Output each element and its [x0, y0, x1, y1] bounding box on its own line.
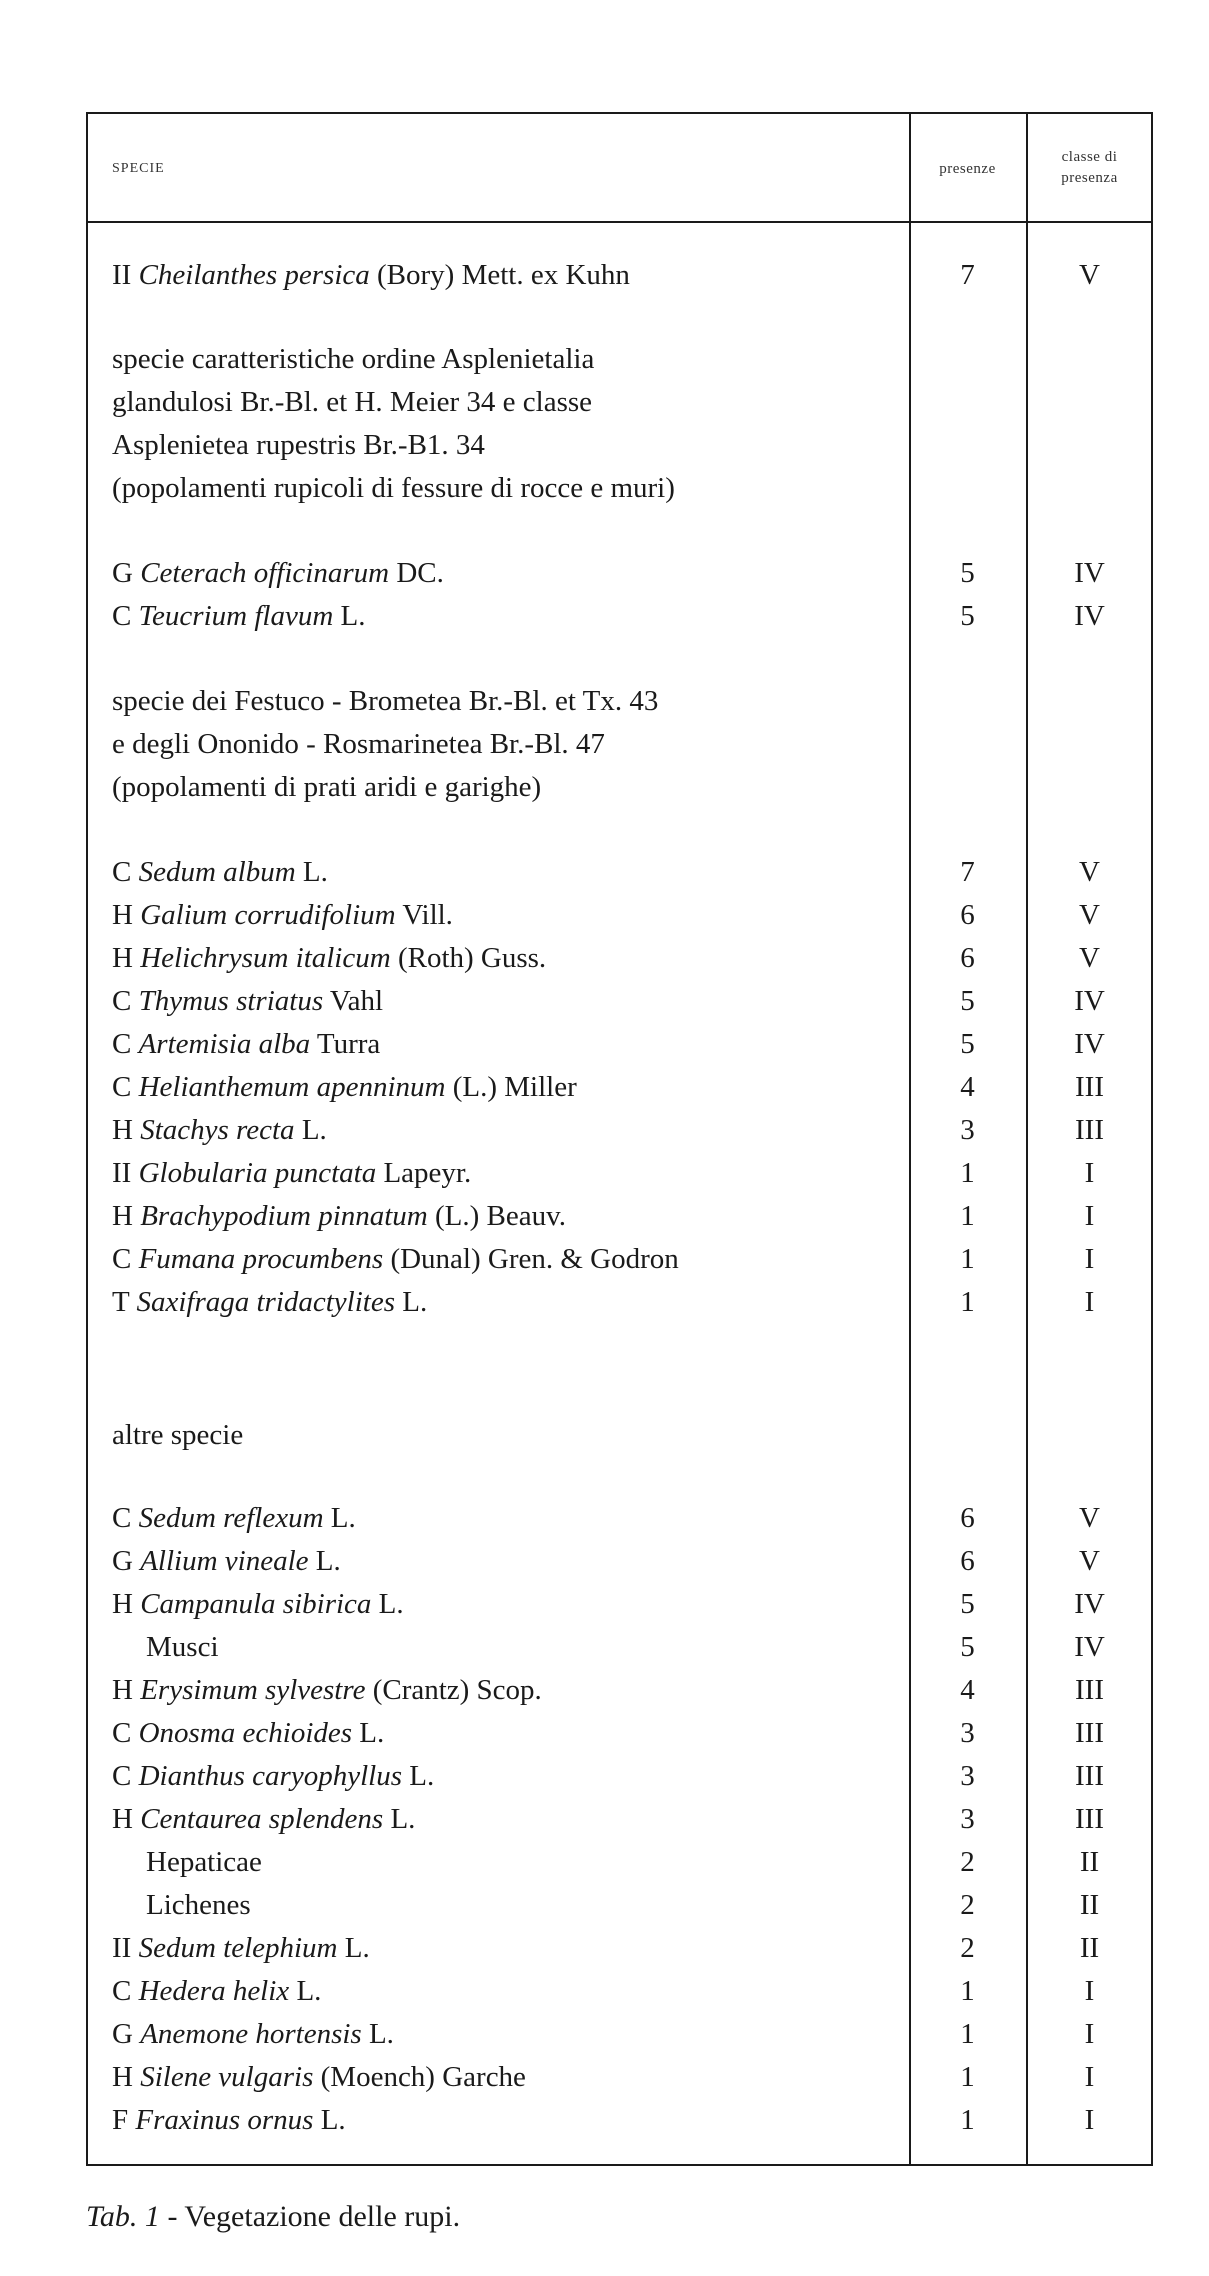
- species-author: (L.) Beauv.: [435, 1200, 566, 1232]
- table-row: [88, 1023, 1151, 1066]
- presenze-value: 2: [960, 1889, 975, 1921]
- species-author: Musci: [146, 1631, 219, 1663]
- table-row: [88, 937, 1151, 980]
- species-author: (Moench) Garche: [320, 2061, 526, 2093]
- classe-value: II: [1079, 1932, 1100, 1964]
- species-author: L.: [301, 1114, 327, 1146]
- species-binomial: Fraxinus ornus: [135, 2104, 314, 2136]
- presenze-value: 4: [960, 1071, 975, 1103]
- presenze-value: 3: [960, 1717, 975, 1749]
- species-name: [112, 1755, 434, 1798]
- life-form: H: [112, 1674, 141, 1706]
- species-author: (L.) Miller: [452, 1071, 577, 1103]
- classe-value: III: [1075, 1760, 1104, 1792]
- life-form: H: [112, 1803, 141, 1835]
- presenze-value: 6: [960, 1545, 975, 1577]
- table-row: [88, 1195, 1151, 1238]
- species-author: (Dunal) Gren. & Godron: [390, 1243, 679, 1275]
- table-row: [88, 1755, 1151, 1798]
- table-caption: [86, 2200, 460, 2234]
- presenze-value: 3: [960, 1760, 975, 1792]
- table-row: [88, 254, 1151, 297]
- classe-value: V: [1079, 1545, 1100, 1577]
- classe-value: V: [1079, 942, 1100, 974]
- life-form: H: [112, 899, 141, 931]
- species-name: [112, 552, 444, 595]
- life-form: G: [112, 2018, 141, 2050]
- presenze-value: 5: [960, 1631, 975, 1663]
- group-heading-line: glandulosi Br.-Bl. et H. Meier 34 e classe: [112, 386, 593, 418]
- species-author: L.: [315, 1545, 341, 1577]
- species-author: L.: [302, 856, 328, 888]
- table-row: [88, 552, 1151, 595]
- species-binomial: Brachypodium pinnatum: [140, 1200, 428, 1232]
- presenze-value: 5: [960, 985, 975, 1017]
- species-author: Turra: [316, 1028, 381, 1060]
- species-author: L.: [296, 1975, 322, 2007]
- species-name: [112, 980, 383, 1023]
- presenze-value: 6: [960, 1502, 975, 1534]
- table-row: [88, 894, 1151, 937]
- species-name: [112, 1970, 321, 2013]
- classe-value: III: [1075, 1803, 1104, 1835]
- species-author: L.: [378, 1588, 404, 1620]
- classe-value: I: [1084, 1243, 1095, 1275]
- classe-value: III: [1075, 1071, 1104, 1103]
- classe-value: IV: [1074, 1028, 1105, 1060]
- species-author: Lapeyr.: [383, 1157, 472, 1189]
- species-name: [112, 254, 630, 297]
- species-binomial: Helichrysum italicum: [140, 942, 391, 974]
- table-row: [88, 1927, 1151, 1970]
- presenze-value: 3: [960, 1114, 975, 1146]
- life-form: C: [112, 1502, 139, 1534]
- classe-value: III: [1075, 1114, 1104, 1146]
- table-row: [88, 1626, 1151, 1669]
- species-author: L.: [320, 2104, 346, 2136]
- classe-value: V: [1079, 856, 1100, 888]
- vegetation-table: [86, 112, 1153, 2166]
- table-row: [88, 595, 1151, 638]
- species-binomial: Cheilanthes persica: [138, 259, 370, 291]
- table-row: [88, 1281, 1151, 1324]
- life-form: C: [112, 1243, 139, 1275]
- species-name: [112, 1023, 380, 1066]
- presenze-value: 5: [960, 1028, 975, 1060]
- species-binomial: Campanula sibirica: [140, 1588, 372, 1620]
- table-row: [88, 1540, 1151, 1583]
- life-form: C: [112, 856, 139, 888]
- life-form: G: [112, 1545, 141, 1577]
- species-author: (Bory) Mett. ex Kuhn: [377, 259, 630, 291]
- species-author: L.: [390, 1803, 416, 1835]
- table-row: [88, 2099, 1151, 2142]
- life-form: H: [112, 942, 141, 974]
- species-name: [112, 1712, 384, 1755]
- table-row: [88, 1497, 1151, 1540]
- species-binomial: Centaurea splendens: [140, 1803, 384, 1835]
- presenze-value: 1: [960, 2018, 975, 2050]
- life-form: C: [112, 985, 139, 1017]
- life-form: C: [112, 1717, 139, 1749]
- presenze-value: 1: [960, 1157, 975, 1189]
- species-author: Vill.: [402, 899, 453, 931]
- table-row: [88, 980, 1151, 1023]
- species-name: [112, 894, 453, 937]
- classe-value: IV: [1074, 557, 1105, 589]
- species-name: [112, 2013, 394, 2056]
- classe-value: III: [1075, 1717, 1104, 1749]
- group-heading-line: (popolamenti rupicoli di fessure di rocce e muri): [112, 472, 675, 504]
- species-name: [112, 1195, 566, 1238]
- classe-value: V: [1079, 259, 1100, 291]
- life-form: T: [112, 1286, 137, 1318]
- species-binomial: Allium vineale: [140, 1545, 309, 1577]
- species-binomial: Hedera helix: [138, 1975, 290, 2007]
- group-heading-line: (popolamenti di prati aridi e garighe): [112, 771, 542, 803]
- species-name: [112, 1281, 427, 1324]
- table-row: [88, 1583, 1151, 1626]
- species-binomial: Globularia punctata: [138, 1157, 377, 1189]
- species-binomial: Onosma echioides: [138, 1717, 353, 1749]
- species-name: [112, 1109, 327, 1152]
- classe-value: I: [1084, 1286, 1095, 1318]
- life-form: H: [112, 1114, 141, 1146]
- species-binomial: Fumana procumbens: [138, 1243, 384, 1275]
- species-group-heading: [112, 338, 675, 510]
- species-name: [112, 1152, 471, 1195]
- species-author: DC.: [396, 557, 444, 589]
- header-presenze: presenze: [939, 161, 996, 177]
- species-binomial: Helianthemum apenninum: [138, 1071, 446, 1103]
- classe-value: V: [1079, 899, 1100, 931]
- species-binomial: Sedum telephium: [138, 1932, 338, 1964]
- table-row: [88, 1066, 1151, 1109]
- life-form: II: [112, 1932, 139, 1964]
- species-name: [112, 1669, 542, 1712]
- group-heading-line: specie dei Festuco - Brometea Br.-Bl. et Tx. 43: [112, 685, 659, 717]
- life-form: F: [112, 2104, 136, 2136]
- species-name: [112, 2099, 346, 2142]
- caption-label: Tab. 1: [86, 2200, 160, 2233]
- species-group-heading: [112, 1414, 243, 1457]
- table-row: [88, 1669, 1151, 1712]
- species-author: L.: [359, 1717, 385, 1749]
- life-form: II: [112, 1157, 139, 1189]
- life-form: C: [112, 1975, 139, 2007]
- life-form: H: [112, 1588, 141, 1620]
- classe-value: I: [1084, 1975, 1095, 2007]
- species-binomial: Saxifraga tridactylites: [136, 1286, 396, 1318]
- species-name: [146, 1841, 262, 1884]
- classe-value: IV: [1074, 1588, 1105, 1620]
- species-author: Vahl: [329, 985, 384, 1017]
- life-form: C: [112, 1028, 139, 1060]
- presenze-value: 5: [960, 557, 975, 589]
- life-form: H: [112, 2061, 141, 2093]
- classe-value: I: [1084, 1200, 1095, 1232]
- presenze-value: 7: [960, 259, 975, 291]
- classe-value: I: [1084, 2018, 1095, 2050]
- species-name: [112, 937, 546, 980]
- table-row: [88, 1798, 1151, 1841]
- presenze-value: 3: [960, 1803, 975, 1835]
- species-author: L.: [340, 600, 366, 632]
- species-binomial: Galium corrudifolium: [140, 899, 396, 931]
- classe-value: I: [1084, 1157, 1095, 1189]
- species-name: [146, 1626, 219, 1669]
- species-author: L.: [409, 1760, 435, 1792]
- group-heading-line: specie caratteristiche ordine Asplenietalia: [112, 343, 595, 375]
- presenze-value: 1: [960, 1286, 975, 1318]
- species-author: L.: [368, 2018, 394, 2050]
- table-row: [88, 1970, 1151, 2013]
- caption-text: - Vegetazione delle rupi.: [159, 2200, 461, 2233]
- species-binomial: Sedum reflexum: [138, 1502, 324, 1534]
- life-form: C: [112, 1760, 139, 1792]
- table-row: [88, 1238, 1151, 1281]
- species-binomial: Stachys recta: [140, 1114, 295, 1146]
- classe-value: IV: [1074, 985, 1105, 1017]
- classe-value: II: [1079, 1889, 1100, 1921]
- group-heading-line: Asplenietea rupestris Br.-B1. 34: [112, 429, 485, 461]
- classe-value: I: [1084, 2061, 1095, 2093]
- presenze-value: 1: [960, 1975, 975, 2007]
- header-classe-line1: classe di: [1061, 149, 1118, 165]
- group-heading-line: e degli Ononido - Rosmarinetea Br.-Bl. 47: [112, 728, 605, 760]
- header-divider: [88, 221, 1151, 223]
- table-row: [88, 1884, 1151, 1927]
- header-classe-line2: presenza: [1061, 170, 1118, 186]
- presenze-value: 5: [960, 1588, 975, 1620]
- table-row: [88, 1712, 1151, 1755]
- species-binomial: Silene vulgaris: [140, 2061, 314, 2093]
- presenze-value: 2: [960, 1846, 975, 1878]
- species-binomial: Sedum album: [138, 856, 296, 888]
- species-name: [112, 1583, 404, 1626]
- species-name: [112, 2056, 526, 2099]
- table-row: [88, 1841, 1151, 1884]
- classe-value: III: [1075, 1674, 1104, 1706]
- species-group-heading: [112, 680, 658, 809]
- species-binomial: Ceterach officinarum: [140, 557, 390, 589]
- classe-value: II: [1079, 1846, 1100, 1878]
- species-name: [112, 1066, 577, 1109]
- life-form: C: [112, 1071, 139, 1103]
- species-author: (Roth) Guss.: [397, 942, 547, 974]
- presenze-value: 7: [960, 856, 975, 888]
- species-name: [112, 1798, 415, 1841]
- presenze-value: 6: [960, 942, 975, 974]
- presenze-value: 4: [960, 1674, 975, 1706]
- header-classe: [1026, 147, 1153, 189]
- table-row: [88, 1109, 1151, 1152]
- species-name: [112, 1540, 341, 1583]
- species-author: L.: [344, 1932, 370, 1964]
- header-specie: SPECIE: [112, 161, 165, 176]
- presenze-value: 2: [960, 1932, 975, 1964]
- table-row: [88, 1152, 1151, 1195]
- classe-value: IV: [1074, 1631, 1105, 1663]
- presenze-value: 1: [960, 1200, 975, 1232]
- species-author: (Crantz) Scop.: [372, 1674, 542, 1706]
- classe-value: I: [1084, 2104, 1095, 2136]
- classe-value: IV: [1074, 600, 1105, 632]
- group-heading-line: altre specie: [112, 1419, 244, 1451]
- species-binomial: Thymus striatus: [138, 985, 324, 1017]
- species-name: [112, 595, 366, 638]
- presenze-value: 6: [960, 899, 975, 931]
- species-binomial: Erysimum sylvestre: [140, 1674, 366, 1706]
- species-name: [112, 1497, 356, 1540]
- presenze-value: 1: [960, 2061, 975, 2093]
- species-binomial: Anemone hortensis: [140, 2018, 362, 2050]
- table-row: [88, 2013, 1151, 2056]
- species-binomial: Artemisia alba: [138, 1028, 311, 1060]
- species-binomial: Teucrium flavum: [138, 600, 334, 632]
- classe-value: V: [1079, 1502, 1100, 1534]
- species-author: Hepaticae: [146, 1846, 262, 1878]
- life-form: H: [112, 1200, 141, 1232]
- presenze-value: 5: [960, 600, 975, 632]
- presenze-value: 1: [960, 2104, 975, 2136]
- life-form: G: [112, 557, 141, 589]
- table-row: [88, 851, 1151, 894]
- life-form: II: [112, 259, 139, 291]
- species-author: Lichenes: [146, 1889, 251, 1921]
- table-row: [88, 2056, 1151, 2099]
- species-binomial: Dianthus caryophyllus: [138, 1760, 402, 1792]
- species-name: [112, 851, 328, 894]
- species-author: L.: [330, 1502, 356, 1534]
- life-form: C: [112, 600, 139, 632]
- presenze-value: 1: [960, 1243, 975, 1275]
- species-name: [112, 1927, 370, 1970]
- species-name: [112, 1238, 679, 1281]
- species-author: L.: [402, 1286, 428, 1318]
- species-name: [146, 1884, 251, 1927]
